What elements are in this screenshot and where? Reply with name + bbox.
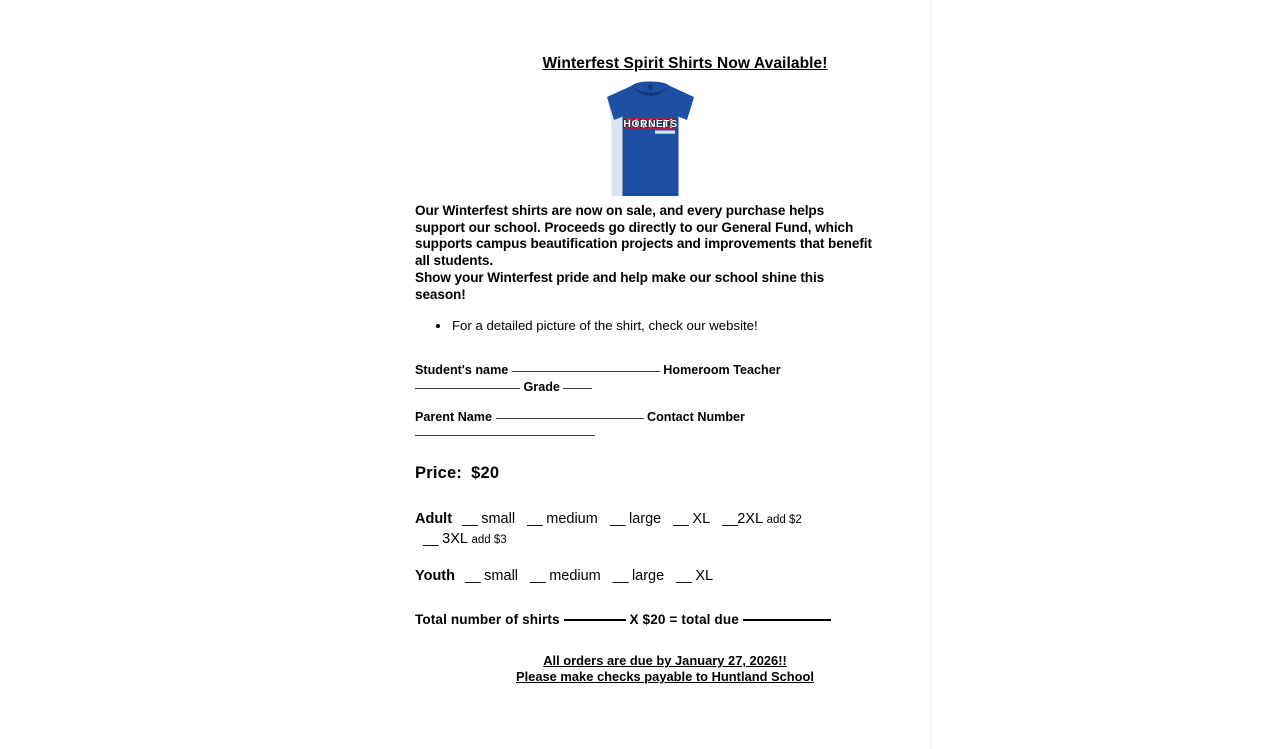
youth-small-blank[interactable]: __	[465, 568, 481, 585]
adult-large-label: large	[628, 511, 662, 528]
adult-xl-blank[interactable]: __	[673, 511, 689, 528]
order-fields	[415, 362, 875, 442]
youth-medium-label: medium	[549, 568, 601, 585]
youth-xl-blank[interactable]: __	[676, 568, 692, 585]
youth-option-large[interactable]	[613, 568, 664, 584]
total-equals: =	[669, 612, 678, 628]
long-sleeve-shirt-icon	[599, 79, 702, 199]
youth-large-blank[interactable]: __	[612, 568, 628, 585]
youth-xl-label: XL	[695, 568, 714, 585]
adult-2xl-label: 2XL	[737, 511, 763, 528]
adult-small-blank[interactable]: __	[462, 511, 478, 528]
adult-3xl-fee: add $3	[471, 534, 507, 547]
adult-option-3xl[interactable]	[423, 529, 863, 550]
grade-input[interactable]	[563, 388, 592, 389]
adult-2xl-blank[interactable]: __	[722, 511, 738, 528]
adult-option-large[interactable]	[610, 511, 661, 527]
youth-large-label: large	[631, 568, 665, 585]
adult-option-medium[interactable]	[527, 511, 598, 527]
info-bullet-list	[415, 317, 875, 334]
grade-label: Grade	[523, 379, 560, 394]
total-multiplier: X	[629, 612, 639, 628]
adult-medium-blank[interactable]: __	[527, 511, 543, 528]
youth-option-small[interactable]	[465, 568, 518, 584]
total-quantity-input[interactable]	[564, 619, 626, 621]
contact-number-label: Contact Number	[647, 410, 745, 425]
total-prefix-label: Total number of shirts	[415, 612, 560, 628]
adult-label: Adult	[415, 511, 453, 528]
adult-size-row	[415, 509, 875, 550]
student-info-block	[415, 362, 875, 395]
adult-2xl-fee: add $2	[766, 514, 802, 527]
shirt-chest-text: HORNETS	[622, 118, 678, 130]
adult-option-2xl[interactable]	[722, 511, 802, 527]
price-amount: $20	[471, 464, 500, 483]
price-line	[415, 464, 875, 483]
homeroom-teacher-input[interactable]	[415, 388, 520, 389]
contact-number-input[interactable]	[415, 435, 595, 436]
shirt-figure	[415, 79, 875, 199]
size-selection	[415, 509, 875, 586]
list-item: For a detailed picture of the shirt, check our website!	[452, 317, 875, 334]
student-name-input[interactable]	[512, 371, 660, 372]
adult-xl-label: XL	[692, 511, 711, 528]
total-line	[415, 612, 875, 627]
total-due-input[interactable]	[743, 619, 831, 621]
youth-label: Youth	[415, 568, 455, 585]
parent-name-input[interactable]	[496, 418, 644, 419]
youth-medium-blank[interactable]: __	[530, 568, 546, 585]
adult-option-small[interactable]	[462, 511, 515, 527]
footer-notes	[415, 653, 875, 684]
youth-size-row	[415, 566, 875, 586]
adult-3xl-blank[interactable]: __	[423, 531, 439, 548]
youth-small-label: small	[484, 568, 519, 585]
adult-option-xl[interactable]	[673, 511, 710, 527]
adult-small-label: small	[481, 511, 516, 528]
total-due-label: total due	[681, 612, 739, 628]
parent-info-block	[415, 409, 875, 442]
body-copy	[415, 203, 875, 303]
shirt-image	[599, 79, 702, 199]
page-right-edge	[930, 0, 931, 749]
parent-name-label: Parent Name	[415, 410, 492, 425]
footer-payable-to: Please make checks payable to Huntland School	[515, 668, 815, 684]
adult-large-blank[interactable]: __	[609, 511, 625, 528]
footer-due-date: All orders are due by January 27, 2026!!	[543, 653, 787, 669]
homeroom-teacher-label: Homeroom Teacher	[663, 363, 781, 378]
youth-option-medium[interactable]	[530, 568, 601, 584]
adult-medium-label: medium	[546, 511, 598, 528]
document-content	[415, 55, 875, 684]
total-unit-price: $20	[642, 612, 666, 628]
adult-3xl-label: 3XL	[442, 531, 468, 548]
body-paragraph-2: Show your Winterfest pride and help make our school shine this season!	[415, 269, 825, 302]
student-name-label: Student's name	[415, 363, 509, 378]
body-paragraph-1: Our Winterfest shirts are now on sale, and every purchase helps support our school. Proceeds go directly to our General Fund, which supports campus beautification projects and improvements that benefit all students.	[415, 203, 872, 269]
price-label: Price:	[415, 464, 463, 483]
page-title: Winterfest Spirit Shirts Now Available!	[542, 55, 828, 72]
youth-option-xl[interactable]	[676, 568, 713, 584]
